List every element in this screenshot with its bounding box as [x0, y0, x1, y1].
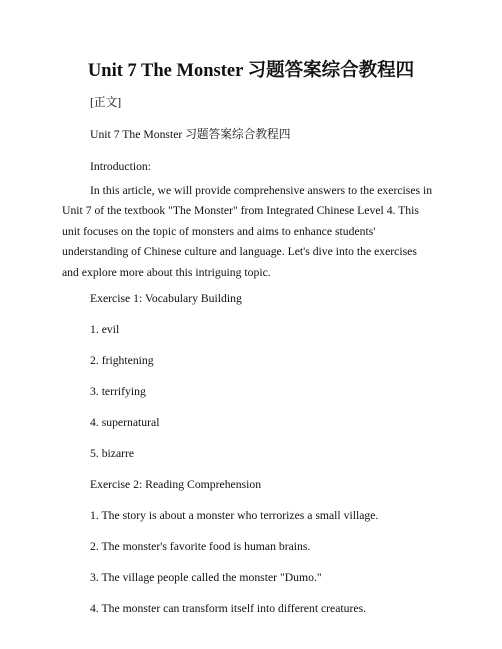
exercise2-item: 2. The monster's favorite food is human brains. — [90, 540, 311, 553]
exercise1-item: 3. terrifying — [90, 385, 146, 398]
exercise2-item: 3. The village people called the monster "Dumo." — [90, 571, 322, 584]
section-tag: [正文] — [90, 96, 122, 109]
intro-paragraph — [62, 181, 434, 283]
exercise1-heading: Exercise 1: Vocabulary Building — [90, 292, 242, 305]
document-title: Unit 7 The Monster 习题答案综合教程四 — [87, 61, 415, 81]
intro-line: and explore more about this intriguing topic. — [62, 265, 271, 279]
exercise2-heading: Exercise 2: Reading Comprehension — [90, 478, 262, 491]
exercise2-item: 4. The monster can transform itself into different creatures. — [90, 602, 367, 615]
intro-line: understanding of Chinese culture and language. Let's dive into the exercises — [62, 245, 417, 259]
exercise2-item: 1. The story is about a monster who terrorizes a small village. — [90, 509, 379, 522]
exercise1-item: 2. frightening — [90, 354, 154, 367]
document-subtitle: Unit 7 The Monster 习题答案综合教程四 — [90, 128, 291, 141]
exercise1-item: 4. supernatural — [90, 416, 160, 429]
exercise1-item: 5. bizarre — [90, 447, 135, 460]
intro-line: Unit 7 of the textbook "The Monster" from Integrated Chinese Level 4. This — [62, 204, 419, 218]
intro-line: unit focuses on the topic of monsters and aims to enhance students' — [62, 224, 376, 238]
exercise1-item: 1. evil — [90, 323, 120, 336]
intro-heading: Introduction: — [90, 160, 152, 173]
intro-line: In this article, we will provide comprehensive answers to the exercises in — [90, 184, 433, 197]
